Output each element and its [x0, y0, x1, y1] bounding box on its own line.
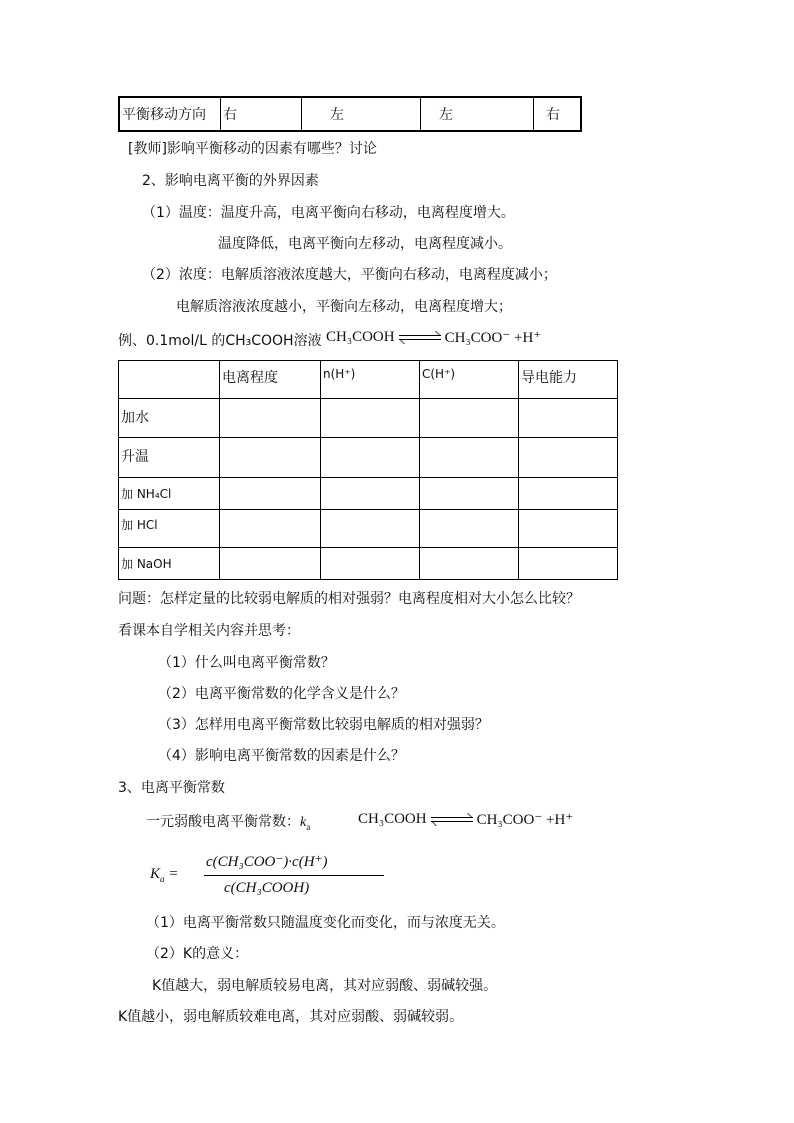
equilibrium-arrows-icon: [431, 815, 473, 825]
formula-lhs: $K_a$ =: [150, 866, 179, 884]
text-line: 电解质溶液浓度越小，平衡向左移动，电离程度增大；: [176, 299, 512, 315]
equation-right: CH₃COO⁻ +H⁺: [444, 330, 542, 346]
table-row: [119, 548, 618, 580]
text-line: （2）K的意义：: [146, 946, 249, 962]
ka-symbol: k: [300, 815, 307, 830]
table-cell: 加 NaOH: [119, 548, 220, 580]
list-item: （2）电离平衡常数的化学含义是什么？: [158, 686, 405, 702]
text-line: （1）电离平衡常数只随温度变化而变化，而与浓度无关。: [146, 915, 505, 931]
section-heading: 2、影响电离平衡的外界因素: [142, 173, 319, 189]
text-line: （1）温度：温度升高，电离平衡向右移动，电离程度增大。: [142, 205, 515, 221]
table-row: [119, 478, 618, 510]
teacher-line: [教师]影响平衡移动的因素有哪些？讨论: [128, 141, 377, 157]
table-cell: 加 NH₄Cl: [119, 478, 220, 510]
table-header: n(H⁺): [321, 361, 420, 399]
table-cell: 加水: [119, 399, 220, 438]
equation-right: CH₃COO⁻ +H⁺: [476, 812, 574, 828]
monoacid-label: 一元弱酸电离平衡常数：: [146, 814, 300, 830]
direction-table: [118, 96, 582, 132]
text-line: [146, 811, 310, 832]
text-line: 温度降低，电离平衡向左移动，电离程度减小。: [218, 236, 512, 252]
example-line: 例、0.1mol/L 的CH₃COOH溶液: [118, 333, 322, 349]
list-item: （4）影响电离平衡常数的因素是什么？: [158, 748, 405, 764]
table-row: [119, 97, 581, 131]
ka-subscript: a: [306, 821, 311, 832]
text-line: K值越小，弱电解质较难电离，其对应弱酸、弱碱较弱。: [118, 1009, 464, 1025]
effects-table: [118, 360, 618, 580]
equation-left: CH₃COOH: [326, 329, 395, 345]
list-item: （1）什么叫电离平衡常数？: [158, 655, 335, 671]
text-line: 看课本自学相关内容并思考：: [118, 623, 300, 639]
table-row: [119, 361, 618, 399]
formula-numerator: c(CH₃COO⁻)·c(H⁺): [206, 854, 328, 870]
text-line: K值越大，弱电解质较易电离，其对应弱酸、弱碱较强。: [152, 978, 498, 994]
formula-denominator: c(CH₃COOH): [224, 880, 310, 896]
table-cell: 左: [302, 97, 421, 131]
section-heading: 3、电离平衡常数: [118, 780, 225, 796]
list-item: （3）怎样用电离平衡常数比较弱电解质的相对强弱？: [158, 717, 489, 733]
table-cell: 加 HCl: [119, 510, 220, 548]
table-cell: 右: [534, 97, 582, 131]
table-header: 导电能力: [519, 361, 618, 399]
table-header: 电离程度: [220, 361, 321, 399]
table-row: [119, 510, 618, 548]
equation-left: CH₃COOH: [358, 811, 427, 827]
text-line: （2）浓度：电解质溶液浓度越大，平衡向右移动，电离程度减小；: [142, 267, 557, 283]
table-header: [119, 361, 220, 399]
table-header: C(H⁺): [420, 361, 519, 399]
table-cell: 平衡移动方向: [119, 97, 221, 131]
table-row: [119, 438, 618, 478]
ka-formula: [150, 852, 390, 902]
question-line: 问题：怎样定量的比较弱电解质的相对强弱？电离程度相对大小怎么比较？: [118, 591, 580, 607]
ionization-equation: [358, 810, 573, 829]
table-cell: 右: [221, 97, 302, 131]
ionization-equation: [326, 328, 541, 347]
equilibrium-arrows-icon: [399, 333, 441, 343]
fraction-bar: [204, 875, 384, 876]
table-cell: 升温: [119, 438, 220, 478]
table-row: [119, 399, 618, 438]
table-cell: 左: [421, 97, 534, 131]
